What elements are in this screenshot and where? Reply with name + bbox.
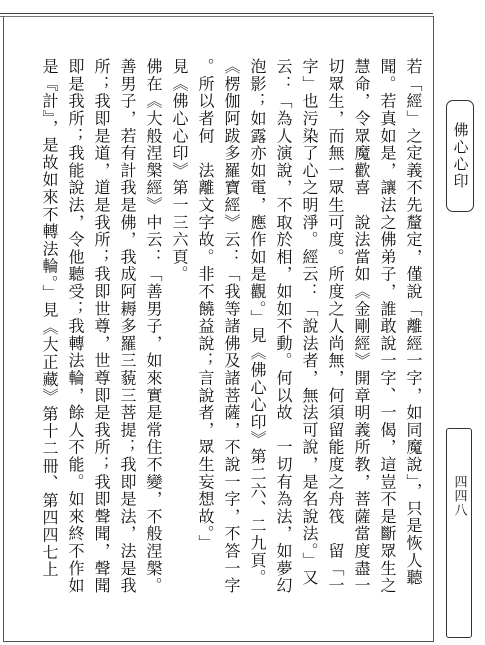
frame-bottom-border — [3, 641, 434, 642]
text-column: 即是我所；我能說法，令他聽受；我轉法輪，餘人不能。如來終不作如 — [66, 58, 85, 595]
text-column: 切眾生，而無一眾生可度。所度之人尚無，何須留能度之舟筏 留「一 — [326, 58, 345, 595]
page-number-tab — [446, 428, 472, 638]
text-column: 若「經」之定義不先釐定，僅說「離經一字，如同魔說」，只是恢人聽 — [404, 58, 423, 587]
text-column: 佛在《大般涅槃經》中云：「善男子，如來實是常住不變，不般涅槃。 — [144, 58, 163, 595]
book-title-tab — [446, 100, 474, 212]
text-column: 慧命，令眾魔歡喜 說法當如《金剛經》開章明義所教，菩薩當度盡一 — [352, 58, 371, 595]
header-rule-inner — [0, 16, 433, 17]
text-column: 。所以者何 法離文字故。非不饒益說；言說者，眾生妄想故。」 — [196, 58, 215, 552]
text-column: 云：「為人演說，不取於相，如如不動。何以故 一切有為法，如夢幻 — [274, 58, 293, 595]
body-text — [10, 58, 426, 638]
text-column: 是『計』，是故如來不轉法輪。」見《大正藏》第十二冊、第四四七上 — [40, 58, 59, 579]
frame-left-border — [3, 16, 4, 642]
header-rule — [0, 13, 433, 14]
book-title: 佛心心印 — [451, 122, 470, 190]
text-column: 善男子，若有計我是佛，我成阿耨多羅三藐三菩提；我即是法，法是我 — [118, 58, 137, 595]
text-column: 所；我即是道，道是我所；我即世尊，世尊即是我所；我即聲聞，聲聞 — [92, 58, 111, 595]
text-column: 字」也污染了心之明淨。經云：「說法者，無法可說，是名說法。」又 — [300, 58, 319, 587]
text-column: 見《佛心心印》第一三六頁。 — [170, 58, 189, 283]
text-column: 泡影；如露亦如電，應作如是觀。」見《佛心心印》第二六、二九頁。 — [248, 58, 267, 587]
page-number: 四四八 — [451, 475, 467, 517]
text-column: 聞。若真如是，讓法之佛弟子，誰敢說一字、一偈，這豈不是斷眾生之 — [378, 58, 397, 595]
text-column: 《楞伽阿跋多羅寶經》云：「我等諸佛及諸菩薩，不說一字，不答一字 — [222, 58, 241, 595]
frame-right-border — [433, 16, 434, 642]
